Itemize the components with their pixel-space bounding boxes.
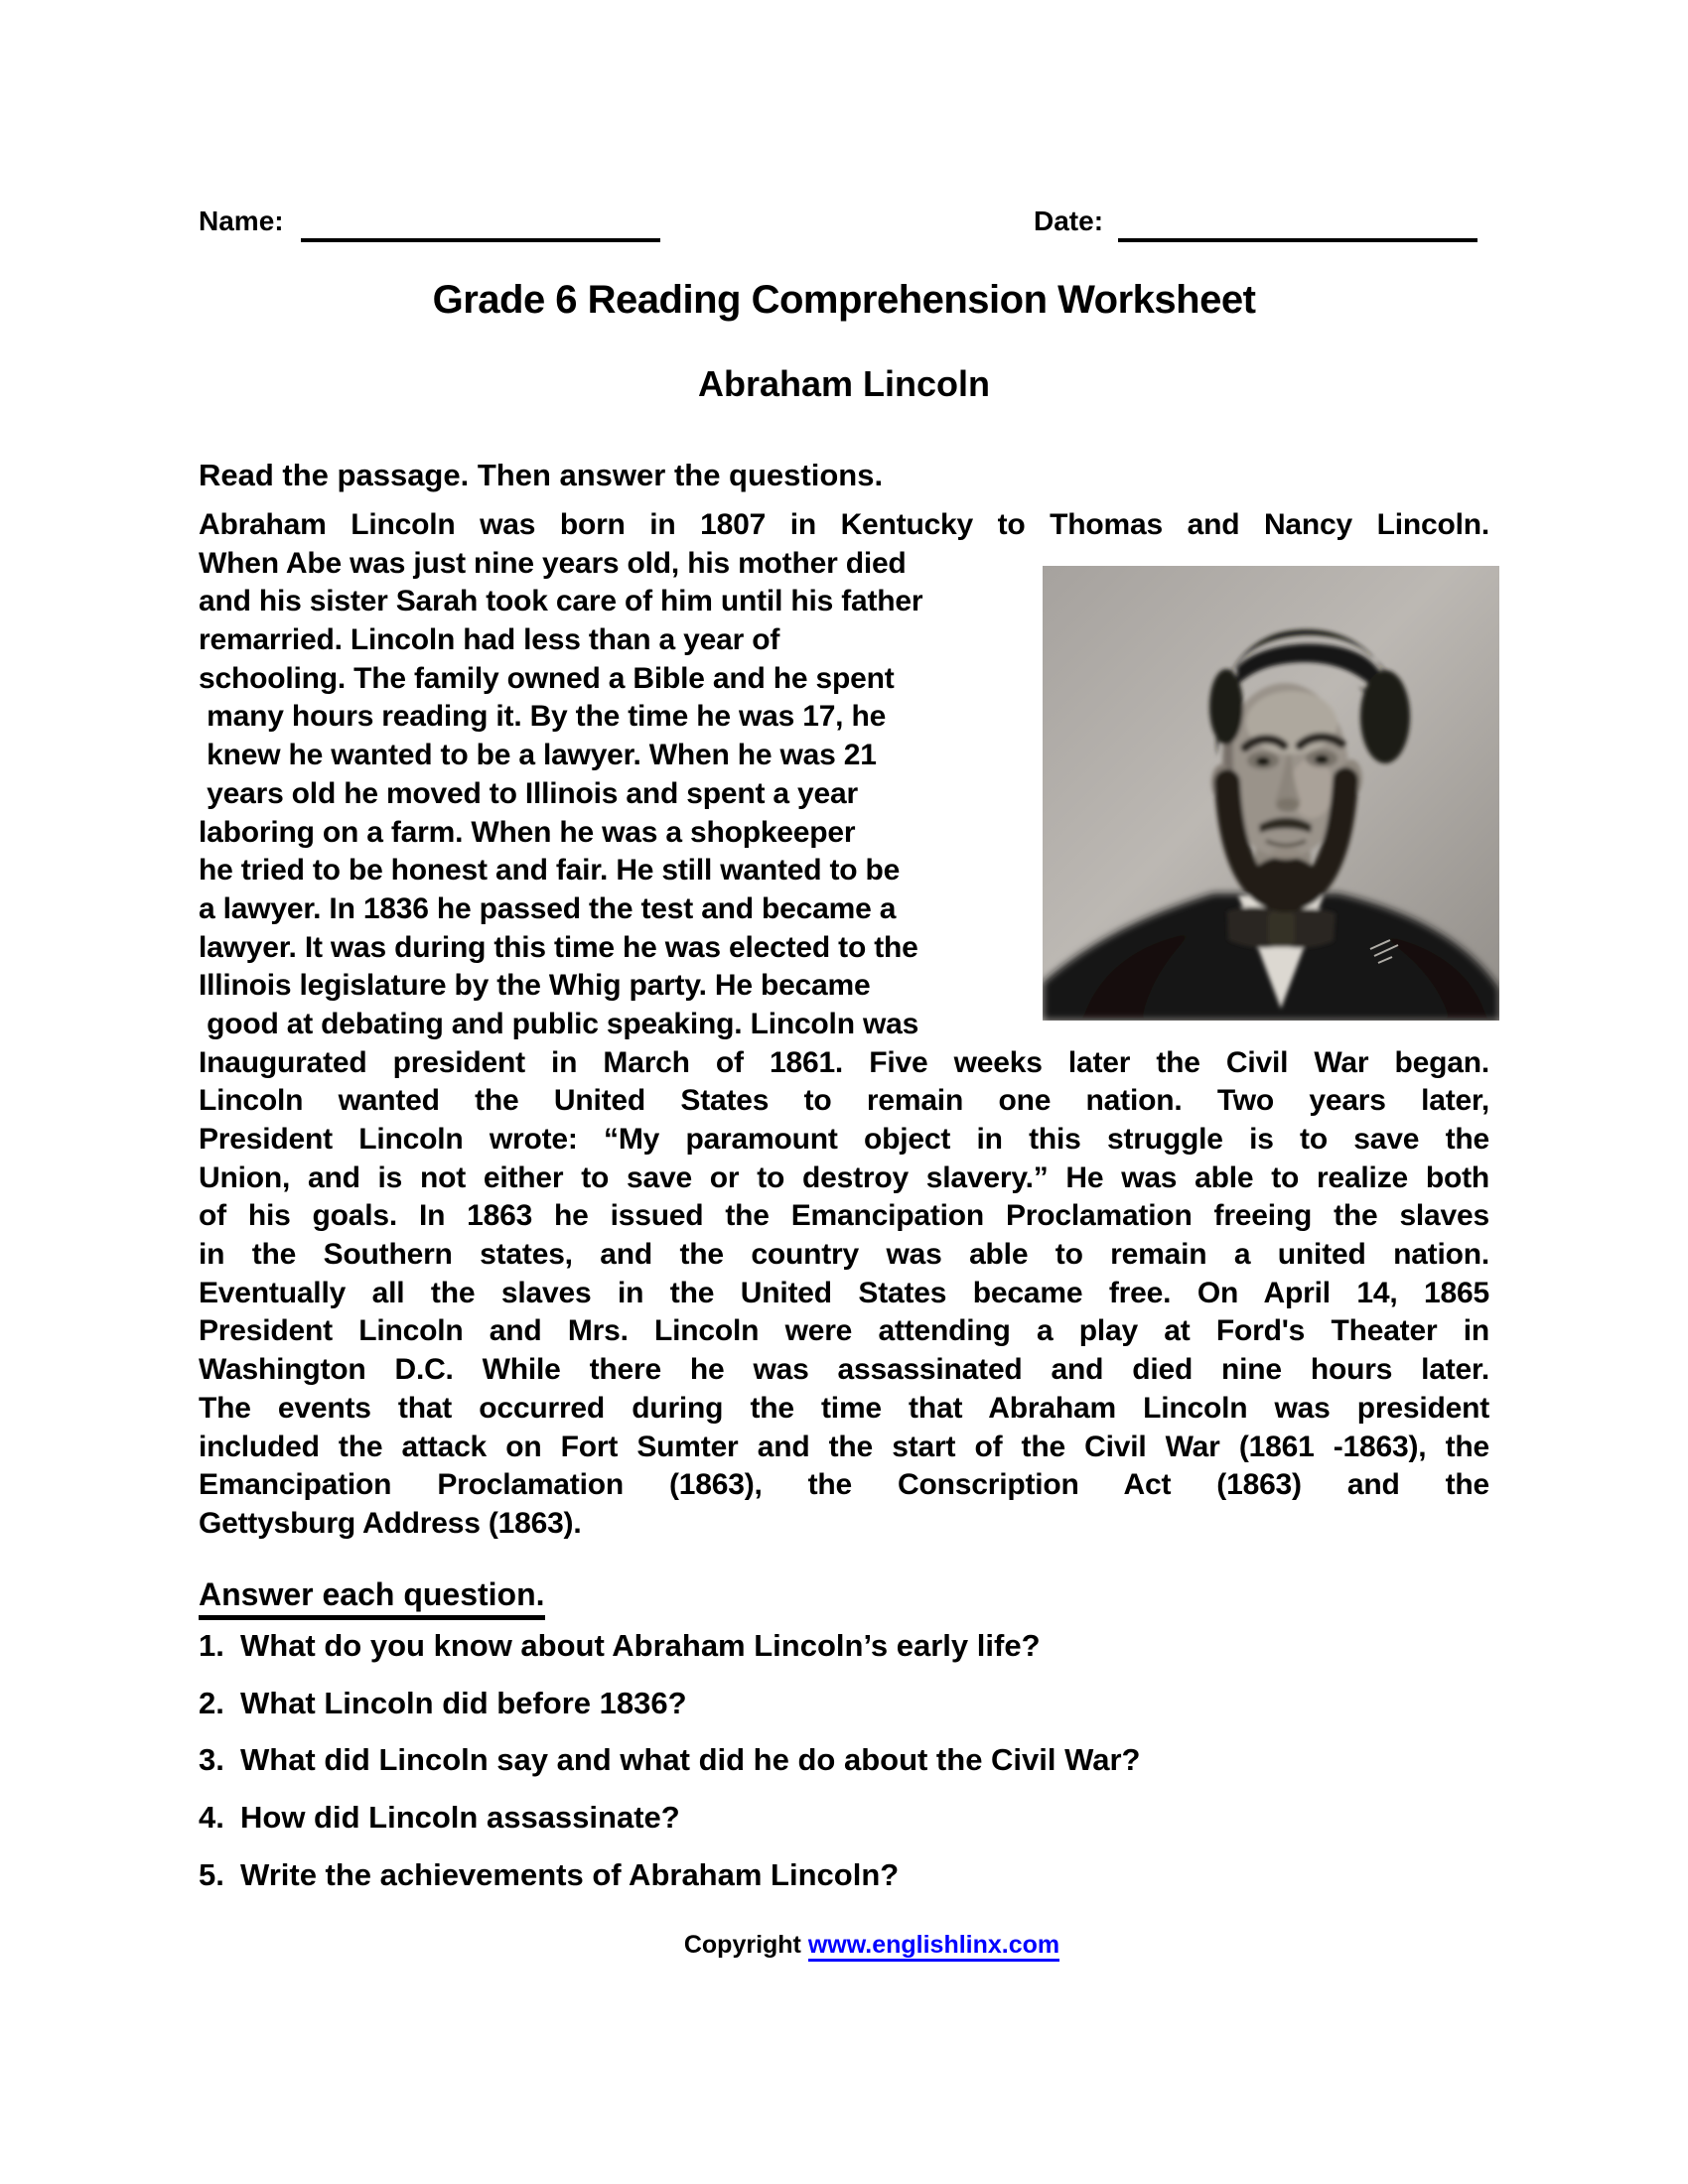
passage-line: Lincoln wanted the United States to remain one nation. Two years later, xyxy=(199,1084,1489,1118)
passage-line: laboring on a farm. When he was a shopkeeper xyxy=(199,815,856,849)
passage-line: Abraham Lincoln was born in 1807 in Kentucky to Thomas and Nancy Lincoln. xyxy=(199,508,1489,541)
question-item xyxy=(199,1628,1041,1664)
passage-line: When Abe was just nine years old, his mother died xyxy=(199,546,907,580)
passage-line: lawyer. It was during this time he was elected to the xyxy=(199,930,918,964)
name-blank-line xyxy=(301,205,660,242)
passage-line: The events that occurred during the time that Abraham Lincoln was president xyxy=(199,1391,1489,1425)
passage-line: included the attack on Fort Sumter and the start of the Civil War (1861 -1863), the xyxy=(199,1430,1489,1463)
passage-line: Illinois legislature by the Whig party. He became xyxy=(199,969,871,1003)
passage-line: Gettysburg Address (1863). xyxy=(199,1506,582,1540)
question-text: How did Lincoln assassinate? xyxy=(240,1800,680,1835)
question-text: Write the achievements of Abraham Lincoln? xyxy=(240,1857,900,1892)
passage-line: of his goals. In 1863 he issued the Emancipation Proclamation freeing the slaves xyxy=(199,1199,1489,1233)
question-number: 4. xyxy=(199,1800,224,1835)
passage-line: Eventually all the slaves in the United States became free. On April 14, 1865 xyxy=(199,1276,1489,1309)
passage-line: he tried to be honest and fair. He still wanted to be xyxy=(199,854,901,887)
passage-line: Emancipation Proclamation (1863), the Conscription Act (1863) and the xyxy=(199,1468,1489,1502)
question-number: 3. xyxy=(199,1742,224,1777)
passage-line: many hours reading it. By the time he was 17, he xyxy=(199,700,887,734)
questions-heading xyxy=(199,1576,545,1620)
question-text: What Lincoln did before 1836? xyxy=(240,1686,687,1720)
question-number: 1. xyxy=(199,1628,224,1663)
passage-line: in the Southern states, and the country was able to remain a united nation. xyxy=(199,1238,1489,1272)
passage-line: President Lincoln wrote: “My paramount object in this struggle is to save the xyxy=(199,1123,1489,1156)
footer-copyright xyxy=(226,1931,1517,1960)
passage-line: Inaugurated president in March of 1861. Five weeks later the Civil War began. xyxy=(199,1045,1489,1079)
date-label: Date: xyxy=(1034,205,1104,236)
passage-line: schooling. The family owned a Bible and he spent xyxy=(199,661,895,695)
passage-line: years old he moved to Illinois and spent a year xyxy=(199,776,858,810)
passage-line: knew he wanted to be a lawyer. When he was 21 xyxy=(199,739,877,772)
passage-line: Washington D.C. While there he was assassinated and died nine hours later. xyxy=(199,1353,1489,1387)
question-item xyxy=(199,1800,680,1836)
question-item xyxy=(199,1857,899,1893)
instructions-text: Read the passage. Then answer the questions. xyxy=(199,458,884,492)
question-number: 2. xyxy=(199,1686,224,1720)
lincoln-portrait-image xyxy=(1043,566,1499,1021)
question-item xyxy=(199,1686,687,1721)
question-number: 5. xyxy=(199,1857,224,1892)
copyright-text: Copyright xyxy=(683,1931,808,1959)
passage-line: and his sister Sarah took care of him until his father xyxy=(199,585,923,618)
page-subtitle: Abraham Lincoln xyxy=(697,363,991,404)
question-text: What do you know about Abraham Lincoln’s early life? xyxy=(240,1628,1041,1663)
passage-line: President Lincoln and Mrs. Lincoln were attending a play at Ford's Theater in xyxy=(199,1314,1489,1348)
date-blank-line xyxy=(1118,205,1477,242)
question-text: What did Lincoln say and what did he do about the Civil War? xyxy=(240,1742,1141,1777)
passage-line: Union, and is not either to save or to destroy slavery.” He was able to realize both xyxy=(199,1160,1489,1194)
name-label: Name: xyxy=(199,205,284,236)
questions-heading-text: Answer each question. xyxy=(199,1576,545,1620)
englishlinx-link[interactable]: www.englishlinx.com xyxy=(808,1931,1059,1962)
passage-line: good at debating and public speaking. Lincoln was xyxy=(199,1007,919,1040)
question-item xyxy=(199,1742,1140,1778)
page-title: Grade 6 Reading Comprehension Worksheet xyxy=(432,278,1256,322)
passage-line: a lawyer. In 1836 he passed the test and became a xyxy=(199,891,897,925)
passage-line: remarried. Lincoln had less than a year of xyxy=(199,623,780,657)
